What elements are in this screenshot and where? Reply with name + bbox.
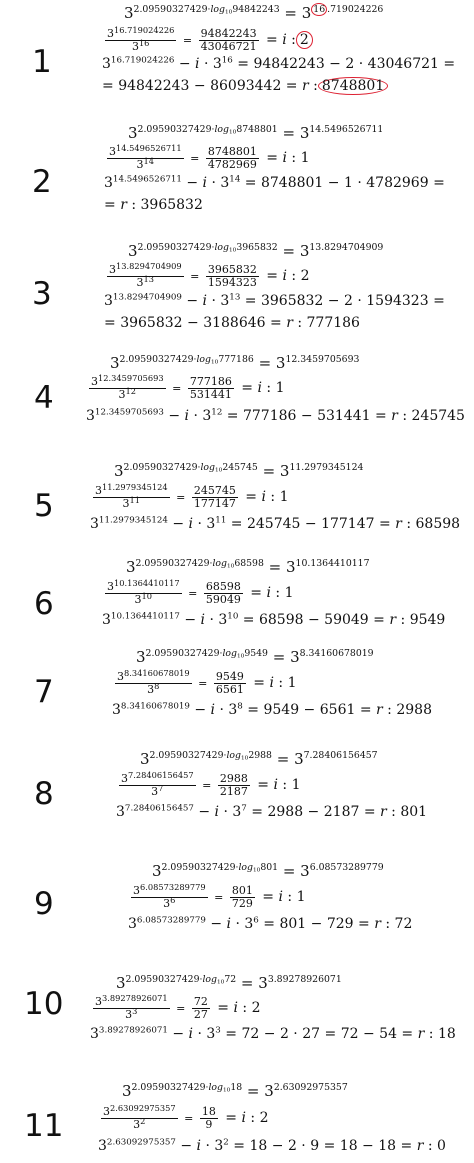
remainder-equation: $3^{6.08573289779} - i \cdot 3^6 = 801 - 729 = r$ : 72 [128, 915, 413, 932]
power-equation: $3^{2.09590327429\cdot log_{10}777186} = 3^{12.3459705693}$ [110, 354, 360, 372]
remainder-equation: $3^{11.2979345124} - i \cdot 3^{11} = 245745 - 177147 = r$ : 68598 [90, 515, 461, 532]
step-number: 1 [32, 44, 52, 80]
step-number: 10 [24, 986, 64, 1022]
remainder-equation: $3^{12.3459705693} - i \cdot 3^{12} = 777186 - 531441 = r$ : 245745 [86, 407, 465, 424]
quotient-equation: $\frac{3^{11.2979345124}}{3^{11}}$ = $\frac{245745}{177147}$ = i : 1 [95, 481, 289, 510]
remainder-equation: $3^{16.719024226} - i \cdot 3^{16} = 94842243 - 2 \cdot 43046721$ = [102, 55, 456, 72]
remainder-equation: $3^{13.8294704909} - i \cdot 3^{13} = 3965832 - 2 \cdot 1594323$ = [104, 292, 445, 309]
quotient-equation: $\frac{3^{2.63092975357}}{3^2}$ = $\frac{18}{9}$ = i : 2 [103, 1102, 269, 1131]
remainder-equation: $3^{10.1364410117} - i \cdot 3^{10} = 68598 - 59049 = r$ : 9549 [102, 611, 446, 628]
quotient-equation: $\frac{3^{16.719024226}}{3^{16}}$ = $\frac{94842243}{43046721}$ = i : 2 [102, 28, 313, 52]
quotient-equation: $\frac{3^{6.08573289779}}{3^6}$ = $\frac{801}{729}$ = i : 1 [133, 881, 306, 910]
step-number: 11 [24, 1108, 64, 1144]
circled-quotient: 2 [296, 31, 313, 49]
power-equation: $3^{2.09590327429\cdot log_{10}68598} = 3^{10.1364410117}$ [126, 558, 370, 576]
step-number: 4 [34, 380, 54, 416]
remainder-equation: $3^{14.5496526711} - i \cdot 3^{14} = 8748801 - 1 \cdot 4782969$ = [104, 174, 445, 191]
power-equation: $3^{2.09590327429\cdot log_{10}801} = 3^{6.08573289779}$ [152, 862, 384, 880]
step-number: 2 [32, 164, 52, 200]
power-equation: $3^{2.09590327429\cdot log_{10}8748801} = 3^{14.5496526711}$ [128, 124, 384, 142]
power-equation: $3^{2.09590327429\cdot log_{10}2988} = 3^{7.28406156457}$ [140, 750, 378, 768]
power-equation: $3^{2.09590327429\cdot log_{10}72} = 3^{3.89278926071}$ [116, 974, 342, 992]
remainder-result: = r : 3965832 [104, 197, 203, 213]
power-equation: $3^{2.09590327429\cdot log_{10}18} = 3^{2.63092975357}$ [122, 1082, 348, 1100]
remainder-equation: $3^{2.63092975357} - i \cdot 3^2 = 18 - 2 \cdot 9 = 18 - 18 = r$ : 0 [98, 1137, 446, 1154]
quotient-equation: $\frac{3^{8.34160678019}}{3^8}$ = $\frac{9549}{6561}$ = i : 1 [117, 667, 297, 696]
remainder-result: = 3965832 − 3188646 = r : 777186 [104, 315, 360, 331]
power-equation: $3^{2.09590327429\cdot log_{10}3965832} = 3^{13.8294704909}$ [128, 242, 384, 260]
remainder-equation: $3^{8.34160678019} - i \cdot 3^8 = 9549 - 6561 = r$ : 2988 [112, 701, 432, 718]
remainder-result: = 94842243 − 86093442 = r : 8748801 [102, 78, 388, 94]
quotient-equation: $\frac{3^{7.28406156457}}{3^7}$ = $\frac{2988}{2187}$ = i : 1 [121, 769, 301, 798]
remainder-equation: $3^{7.28406156457} - i \cdot 3^7 = 2988 - 2187 = r$ : 801 [116, 803, 428, 820]
step-number: 9 [34, 886, 54, 922]
quotient-equation: $\frac{3^{14.5496526711}}{3^{14}}$ = $\frac{8748801}{4782969}$ = i : 1 [109, 142, 310, 171]
quotient-equation: $\frac{3^{10.1364410117}}{3^{10}}$ = $\frac{68598}{59049}$ = i : 1 [107, 577, 294, 606]
step-number: 7 [34, 674, 54, 710]
power-equation: $3^{2.09590327429\cdot log_{10}245745} = 3^{11.2979345124}$ [114, 462, 364, 480]
step-number: 5 [34, 488, 54, 524]
step-number: 6 [34, 586, 54, 622]
circled-exponent-integer: 16 [313, 4, 326, 16]
step-number: 3 [32, 276, 52, 312]
power-equation: $3^{2.09590327429\cdot log_{10}9549} = 3^{8.34160678019}$ [136, 648, 374, 666]
step-number: 8 [34, 776, 54, 812]
power-equation: $3^{2.09590327429\cdot log_{10}94842243} = 3$ $^{16 .719024226}$ [124, 4, 384, 22]
remainder-equation: $3^{3.89278926071} - i \cdot 3^3 = 72 - 2 \cdot 27 = 72 - 54 = r$ : 18 [90, 1025, 456, 1042]
circled-remainder: 8748801 [318, 77, 388, 95]
quotient-equation: $\frac{3^{13.8294704909}}{3^{13}}$ = $\frac{3965832}{1594323}$ = i : 2 [109, 260, 310, 289]
quotient-equation: $\frac{3^{3.89278926071}}{3^3}$ = $\frac{72}{27}$ = i : 2 [95, 992, 261, 1021]
quotient-equation: $\frac{3^{12.3459705693}}{3^{12}}$ = $\frac{777186}{531441}$ = i : 1 [91, 372, 285, 401]
